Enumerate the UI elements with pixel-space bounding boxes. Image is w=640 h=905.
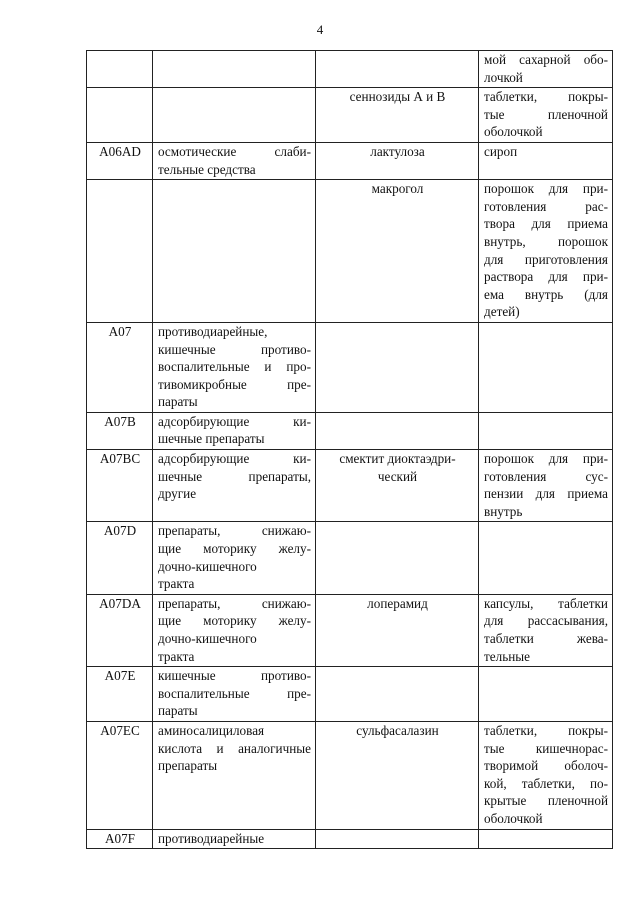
anatomical-group-cell-line: воспалительные и про-: [158, 359, 311, 375]
anatomical-group-cell: [153, 721, 316, 829]
drug-name-cell-line: макрогол: [371, 181, 424, 197]
drug-classification-table: [86, 50, 613, 849]
drug-name-cell: [316, 412, 479, 449]
table-row: [87, 322, 613, 412]
atc-code-cell: A07E: [87, 667, 153, 722]
table-row: [87, 51, 613, 88]
anatomical-group-cell: [153, 522, 316, 594]
drug-name-cell-line: сеннозиды А и В: [349, 89, 446, 105]
atc-code-cell: A07BC: [87, 450, 153, 522]
anatomical-group-cell-line: параты: [158, 394, 198, 410]
anatomical-group-cell-line: препараты, снижаю-: [158, 523, 311, 539]
anatomical-group-cell-line: другие: [158, 486, 197, 502]
table-row: [87, 412, 613, 449]
dosage-form-cell: [479, 412, 613, 449]
table-row: [87, 667, 613, 722]
anatomical-group-cell-line: дочно-кишечного: [158, 631, 257, 646]
drug-name-cell-line: смектит диоктаэдри-: [339, 451, 456, 467]
drug-name-cell: [316, 142, 479, 179]
drug-name-cell: [316, 450, 479, 522]
drug-name-cell-line: лактулоза: [370, 143, 425, 159]
dosage-form-cell-line: ема внутрь (для: [484, 286, 608, 302]
anatomical-group-cell-line: параты: [158, 703, 198, 719]
anatomical-group-cell-line: тракта: [158, 648, 195, 664]
dosage-form-cell-line: тые кишечнорас-: [484, 740, 608, 756]
anatomical-group-cell-line: шечные препараты: [158, 431, 265, 447]
table-row: [87, 522, 613, 594]
anatomical-group-cell-line: адсорбирующие ки-: [158, 413, 311, 429]
dosage-form-cell-line: оболочкой: [484, 810, 543, 826]
dosage-form-cell-line: готовления сус-: [484, 468, 608, 484]
atc-code-cell: A07DA: [87, 594, 153, 666]
dosage-form-cell: [479, 142, 613, 179]
drug-name-cell: [316, 522, 479, 594]
anatomical-group-cell: [153, 412, 316, 449]
anatomical-group-cell-line: противодиарейные: [158, 830, 265, 846]
dosage-form-cell-line: для приготовления: [484, 251, 608, 267]
anatomical-group-cell-line: щие моторику желу-: [158, 541, 311, 557]
dosage-form-cell-line: пензии для приема: [484, 486, 608, 502]
anatomical-group-cell-line: дочно-кишечного: [158, 558, 257, 574]
drug-name-cell: [316, 829, 479, 849]
dosage-form-cell-line: таблетки жева-: [484, 631, 608, 646]
anatomical-group-cell: [153, 829, 316, 849]
anatomical-group-cell: [153, 142, 316, 179]
anatomical-group-cell-line: тельные средства: [158, 161, 256, 177]
anatomical-group-cell: [153, 88, 316, 143]
dosage-form-cell: [479, 721, 613, 829]
dosage-form-cell-line: внутрь: [484, 503, 523, 519]
anatomical-group-cell-line: шечные препараты,: [158, 468, 311, 484]
dosage-form-cell-line: кой, таблетки, по-: [484, 775, 608, 791]
dosage-form-cell-line: творимой оболоч-: [484, 758, 608, 774]
dosage-form-cell-line: капсулы, таблетки: [484, 595, 608, 611]
dosage-form-cell-line: таблетки, покры-: [484, 89, 608, 105]
anatomical-group-cell-line: тивомикробные пре-: [158, 376, 311, 392]
dosage-form-cell: [479, 594, 613, 666]
atc-code-cell: A07B: [87, 412, 153, 449]
anatomical-group-cell-line: кишечные противо-: [158, 668, 311, 684]
drug-name-cell: [316, 88, 479, 143]
table-row: [87, 829, 613, 849]
atc-code-cell: [87, 88, 153, 143]
anatomical-group-cell-line: щие моторику желу-: [158, 613, 311, 629]
dosage-form-cell: [479, 180, 613, 323]
dosage-form-cell: [479, 522, 613, 594]
dosage-form-cell-line: лочкой: [484, 69, 523, 85]
dosage-form-cell-line: таблетки, покры-: [484, 722, 608, 738]
drug-name-cell: [316, 594, 479, 666]
dosage-form-cell: [479, 667, 613, 722]
table-row: [87, 594, 613, 666]
anatomical-group-cell-line: тракта: [158, 576, 195, 592]
dosage-form-cell-line: внутрь, порошок: [484, 233, 608, 249]
anatomical-group-cell-line: препараты: [158, 758, 218, 774]
dosage-form-cell-line: сироп: [484, 143, 518, 159]
anatomical-group-cell-line: воспалительные пре-: [158, 685, 311, 701]
anatomical-group-cell-line: аминосалициловая: [158, 722, 265, 738]
drug-name-cell-line: ческий: [377, 468, 418, 484]
anatomical-group-cell: [153, 51, 316, 88]
dosage-form-cell-line: готовления рас-: [484, 198, 608, 214]
table-row: [87, 721, 613, 829]
dosage-form-cell-line: твора для приема: [484, 216, 608, 232]
dosage-form-cell-line: тельные: [484, 648, 530, 664]
anatomical-group-cell-line: противодиарейные,: [158, 323, 268, 339]
dosage-form-cell: [479, 51, 613, 88]
dosage-form-cell-line: для рассасывания,: [484, 613, 608, 629]
anatomical-group-cell: [153, 322, 316, 412]
dosage-form-cell: [479, 829, 613, 849]
drug-name-cell: [316, 667, 479, 722]
drug-name-cell: [316, 721, 479, 829]
atc-code-cell: A07F: [87, 829, 153, 849]
dosage-form-cell: [479, 88, 613, 143]
dosage-form-cell-line: тые пленочной: [484, 106, 608, 122]
anatomical-group-cell-line: осмотические слаби-: [158, 143, 311, 159]
dosage-form-cell-line: крытые пленочной: [484, 793, 608, 809]
atc-code-cell: A07: [87, 322, 153, 412]
atc-code-cell: [87, 51, 153, 88]
drug-name-cell-line: лоперамид: [367, 595, 428, 611]
anatomical-group-cell-line: адсорбирующие ки-: [158, 451, 311, 467]
anatomical-group-cell-line: кислота и аналогичные: [158, 740, 311, 756]
drug-name-cell: [316, 322, 479, 412]
atc-code-cell: A07D: [87, 522, 153, 594]
dosage-form-cell-line: оболочкой: [484, 124, 543, 140]
drug-name-cell: [316, 180, 479, 323]
drug-name-cell-line: сульфасалазин: [356, 722, 439, 738]
anatomical-group-cell-line: кишечные противо-: [158, 341, 311, 357]
dosage-form-cell: [479, 450, 613, 522]
anatomical-group-cell: [153, 667, 316, 722]
anatomical-group-cell: [153, 594, 316, 666]
atc-code-cell: A06AD: [87, 142, 153, 179]
dosage-form-cell-line: детей): [484, 304, 520, 320]
anatomical-group-cell-line: препараты, снижаю-: [158, 595, 311, 611]
table-row: [87, 88, 613, 143]
dosage-form-cell-line: раствора для при-: [484, 269, 608, 285]
page-number: 4: [316, 22, 324, 37]
table-row: [87, 180, 613, 323]
dosage-form-cell-line: порошок для при-: [484, 181, 608, 197]
dosage-form-cell-line: порошок для при-: [484, 451, 608, 467]
atc-code-cell: [87, 180, 153, 323]
atc-code-cell: A07EC: [87, 721, 153, 829]
dosage-form-cell-line: мой сахарной обо-: [484, 52, 608, 67]
dosage-form-cell: [479, 322, 613, 412]
drug-name-cell: [316, 51, 479, 88]
table-row: [87, 450, 613, 522]
anatomical-group-cell: [153, 180, 316, 323]
anatomical-group-cell: [153, 450, 316, 522]
table-row: [87, 142, 613, 179]
